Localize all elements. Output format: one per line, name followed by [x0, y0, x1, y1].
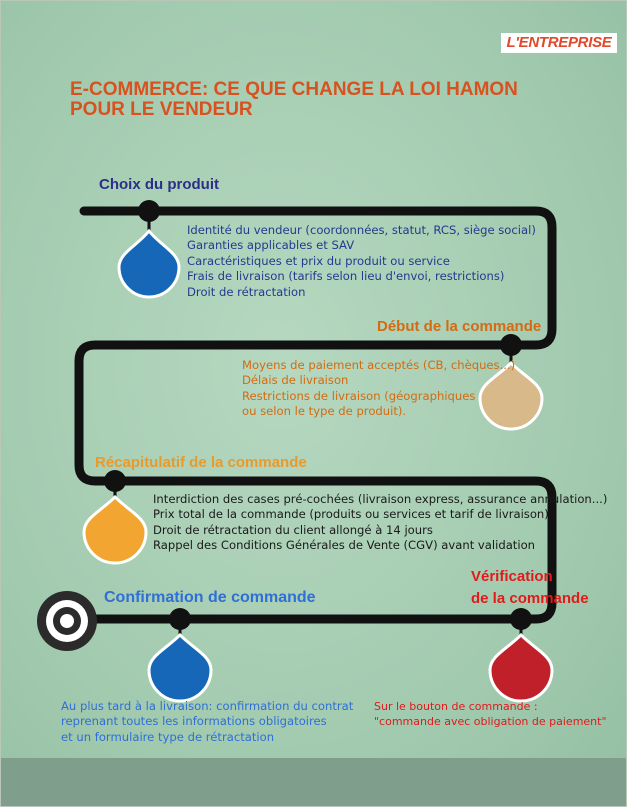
list-item: ou selon le type de produit). [242, 404, 407, 419]
list-item: Frais de livraison (tarifs selon lieu d'envoi, restrictions) [187, 269, 505, 284]
footer-bar [1, 758, 626, 806]
list-item: Délais de livraison [242, 373, 349, 388]
heading-choix-produit: Choix du produit [99, 176, 219, 193]
heading-recapitulatif: Récapitulatif de la commande [95, 454, 307, 471]
list-item: et un formulaire type de rétractation [61, 729, 275, 744]
list-item: Restrictions de livraison (géographiques [242, 388, 476, 403]
list-item: "commande avec obligation de paiement" [374, 715, 607, 729]
list-item: Garanties applicables et SAV [187, 238, 355, 253]
title-line-1: E-COMMERCE: CE QUE CHANGE LA LOI HAMON [70, 79, 518, 100]
target-icon [37, 591, 97, 651]
list-item: Sur le bouton de commande : [374, 700, 538, 713]
list-item: Caractéristiques et prix du produit ou service [187, 253, 450, 268]
list-item: Au plus tard à la livraison: confirmation du contrat [61, 699, 354, 713]
brand-logo: L'ENTREPRISE [501, 33, 617, 53]
list-item: Droit de rétractation [187, 284, 306, 299]
list-item: Moyens de paiement acceptés (CB, chèques...) [242, 358, 516, 372]
heading-debut-commande: Début de la commande [377, 318, 542, 335]
list-item: reprenant toutes les informations obligatoires [61, 714, 327, 729]
list-item: Rappel des Conditions Générales de Vente (CGV) avant validation [153, 538, 536, 553]
list-item: Interdiction des cases pré-cochées (livraison express, assurance annulation...) [153, 492, 608, 506]
list-item: Droit de rétractation du client allongé à 14 jours [153, 522, 433, 537]
items-recapitulatif [153, 492, 607, 554]
heading-verification-line-1: Vérification [471, 568, 553, 585]
heading-verification [471, 566, 589, 610]
heading-confirmation: Confirmation de commande [104, 589, 316, 606]
items-confirmation [61, 699, 353, 745]
items-debut-commande [242, 358, 515, 420]
list-item: Prix total de la commande (produits ou services et tarif de livraison) [153, 507, 549, 522]
items-verification [374, 699, 607, 730]
heading-verification-line-2: de la commande [471, 590, 589, 607]
list-item: Identité du vendeur (coordonnées, statut, RCS, siège social) [187, 223, 536, 237]
items-choix-produit [187, 223, 536, 300]
title-line-2: POUR LE VENDEUR [70, 99, 253, 120]
